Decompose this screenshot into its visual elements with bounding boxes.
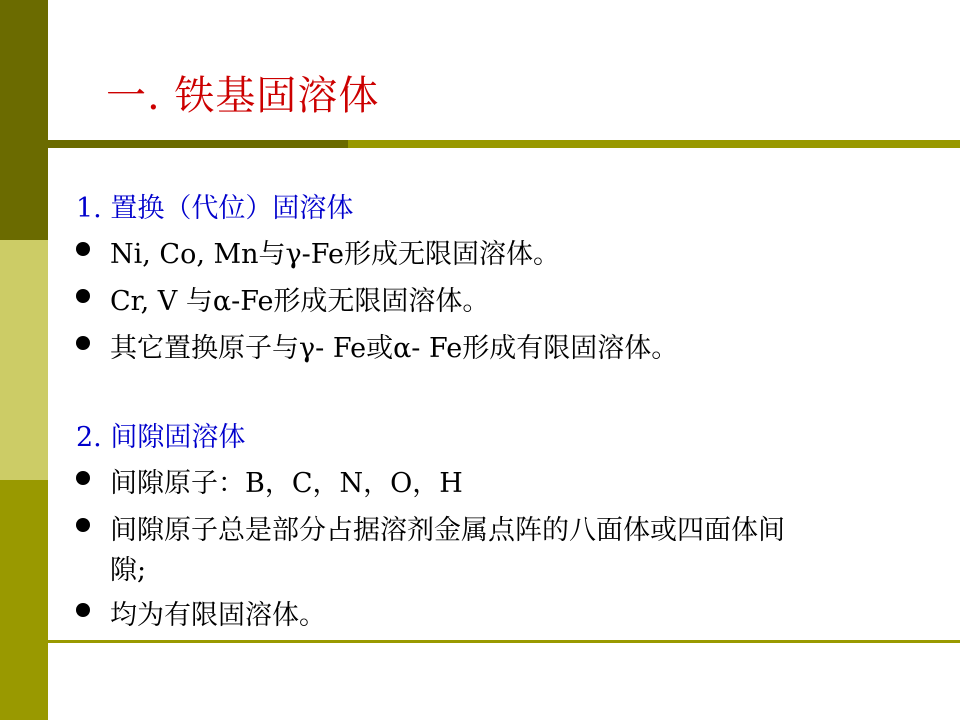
slide-title: 一. 铁基固溶体 — [106, 73, 380, 119]
bullet-dot — [76, 242, 90, 256]
bullet-dot — [76, 336, 90, 350]
bullet-item: 间隙原子：B，C，N，O，H — [110, 468, 463, 499]
bullet-item: 其它置换原子与γ- Fe或α- Fe形成有限固溶体。 — [110, 333, 679, 364]
section-1-heading: 1. 置换（代位）固溶体 — [76, 193, 354, 224]
bullet-dot — [76, 289, 90, 303]
bullet-dot — [76, 518, 90, 532]
bullet-item: 均为有限固溶体。 — [110, 600, 326, 631]
bullet-item-continuation: 隙; — [110, 555, 147, 586]
section-2-heading: 2. 间隙固溶体 — [76, 422, 246, 453]
bullet-dot — [76, 603, 90, 617]
bullet-dot — [76, 471, 90, 485]
bullet-item: Cr, V 与α-Fe形成无限固溶体。 — [110, 286, 490, 317]
bullet-item: 间隙原子总是部分占据溶剂金属点阵的八面体或四面体间 — [110, 515, 785, 546]
bullet-item: Ni, Co, Mn与γ-Fe形成无限固溶体。 — [110, 239, 561, 270]
